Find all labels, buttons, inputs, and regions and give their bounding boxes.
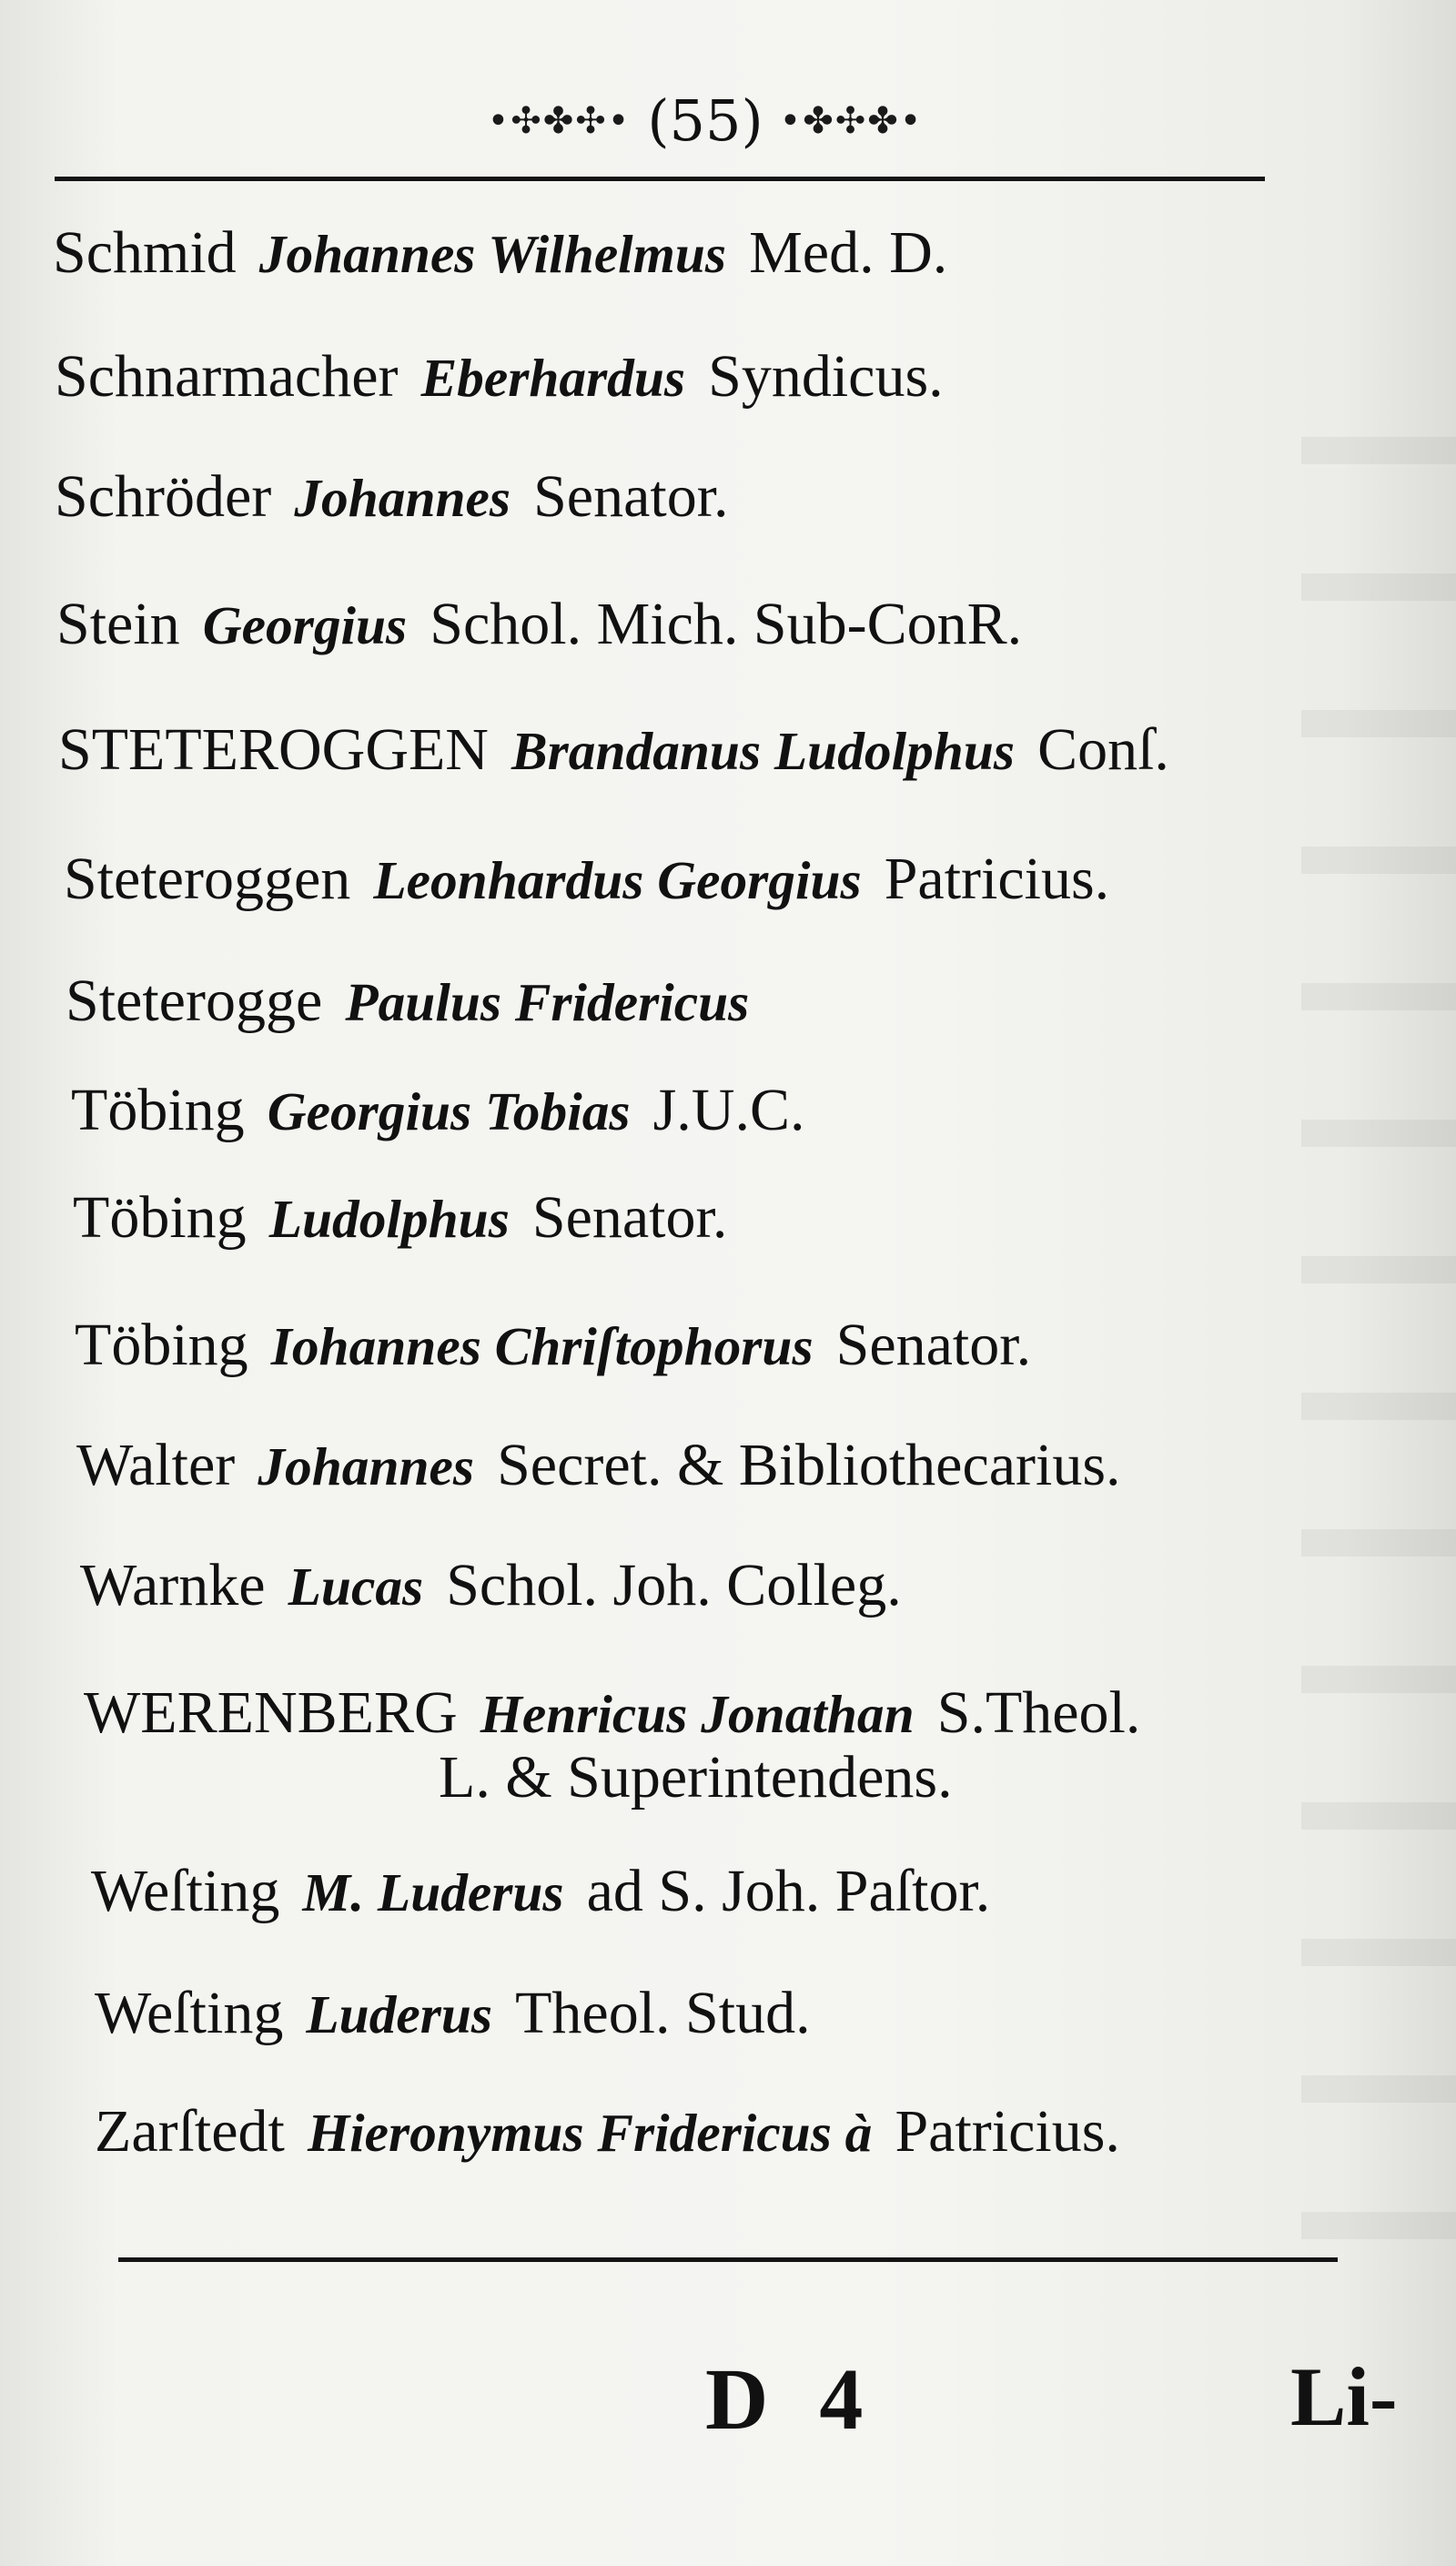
list-entry [91,1859,990,1923]
entry-given-names: Henricus Jonathan [480,1684,915,1744]
entry-title: Patricius. [884,846,1110,912]
list-entry [95,2099,1120,2164]
entry-surname: Töbing [75,1312,248,1378]
entry-title: ad S. Joh. Paſtor. [586,1858,991,1924]
list-entry [55,464,729,529]
list-entry [66,969,749,1033]
entry-title: Senator. [533,463,729,530]
entry-surname: Zarſtedt [95,2098,285,2165]
entry-title: S.Theol. [936,1679,1141,1746]
entry-given-names: Paulus Fridericus [345,972,750,1032]
entry-surname: Schnarmacher [55,343,399,410]
entry-title: Med. D. [749,219,948,286]
entry-given-names: Johannes Wilhelmus [258,224,727,284]
entry-given-names: Johannes [294,468,511,528]
entry-surname: WERENBERG [84,1679,458,1746]
entry-title: Senator. [835,1312,1032,1378]
entry-surname: Weſting [91,1858,280,1924]
entry-title: Conſ. [1037,716,1169,783]
entry-given-names: Hieronymus Fridericus à [307,2103,873,2163]
entry-given-names: Luderus [306,1984,493,2044]
entry-surname: Schröder [55,463,272,530]
list-entry [95,1981,811,2045]
footer-rule [118,2257,1338,2262]
entry-surname: Steterogge [66,968,323,1034]
entry-title: Senator. [531,1184,728,1251]
list-entry [73,1185,727,1250]
entry-given-names: Brandanus Ludolphus [511,721,1015,781]
entry-surname: Stein [56,591,180,657]
list-entry [64,847,1109,911]
ornament-right: •✤✣✤• [779,100,924,142]
list-entry [76,1433,1121,1497]
entry-title: J.U.C. [652,1077,805,1143]
entry-surname: STETEROGGEN [58,716,489,783]
entry-given-names: Eberhardus [420,348,686,408]
entry-surname: Steteroggen [64,846,351,912]
list-entry [56,592,1022,656]
ornament-left: •✣✤✣• [487,100,632,142]
entry-title: Patricius. [895,2098,1120,2165]
entry-given-names: Georgius [202,595,408,655]
entry-given-names: Ludolphus [268,1189,510,1249]
entry-surname: Töbing [71,1077,245,1143]
entry-given-names: Johannes [258,1436,474,1496]
entry-given-names: Lucas [288,1557,424,1617]
entry-given-names: Leonhardus Georgius [373,850,862,910]
list-entry [55,344,944,409]
entry-title: Schol. Mich. Sub-ConR. [430,591,1023,657]
entry-surname: Schmid [53,219,237,286]
signature-mark: D 4 [705,2350,878,2448]
page-number: (55) [647,87,763,154]
entry-surname: Warnke [80,1552,266,1618]
entry-surname: Walter [76,1432,236,1498]
list-entry [53,220,947,285]
entry-title: Schol. Joh. Colleg. [446,1552,902,1618]
entry-surname: Töbing [73,1184,247,1251]
entry-title: Syndicus. [708,343,944,410]
list-entry [71,1078,804,1142]
catchword: Li- [1290,2350,1398,2443]
entry-title-continuation: L. & Superintendens. [439,1744,953,1811]
entry-given-names: Georgius Tobias [267,1081,631,1141]
entry-title: Secret. & Bibliothecarius. [497,1432,1121,1498]
entry-given-names: Iohannes Chriſtophorus [270,1316,814,1376]
list-entry [58,717,1169,782]
list-entry [75,1313,1031,1377]
entry-surname: Weſting [95,1980,284,2046]
list-entry [84,1680,1140,1810]
list-entry [80,1553,902,1618]
entry-title: Theol. Stud. [515,1980,811,2046]
entry-given-names: M. Luderus [302,1862,564,1922]
